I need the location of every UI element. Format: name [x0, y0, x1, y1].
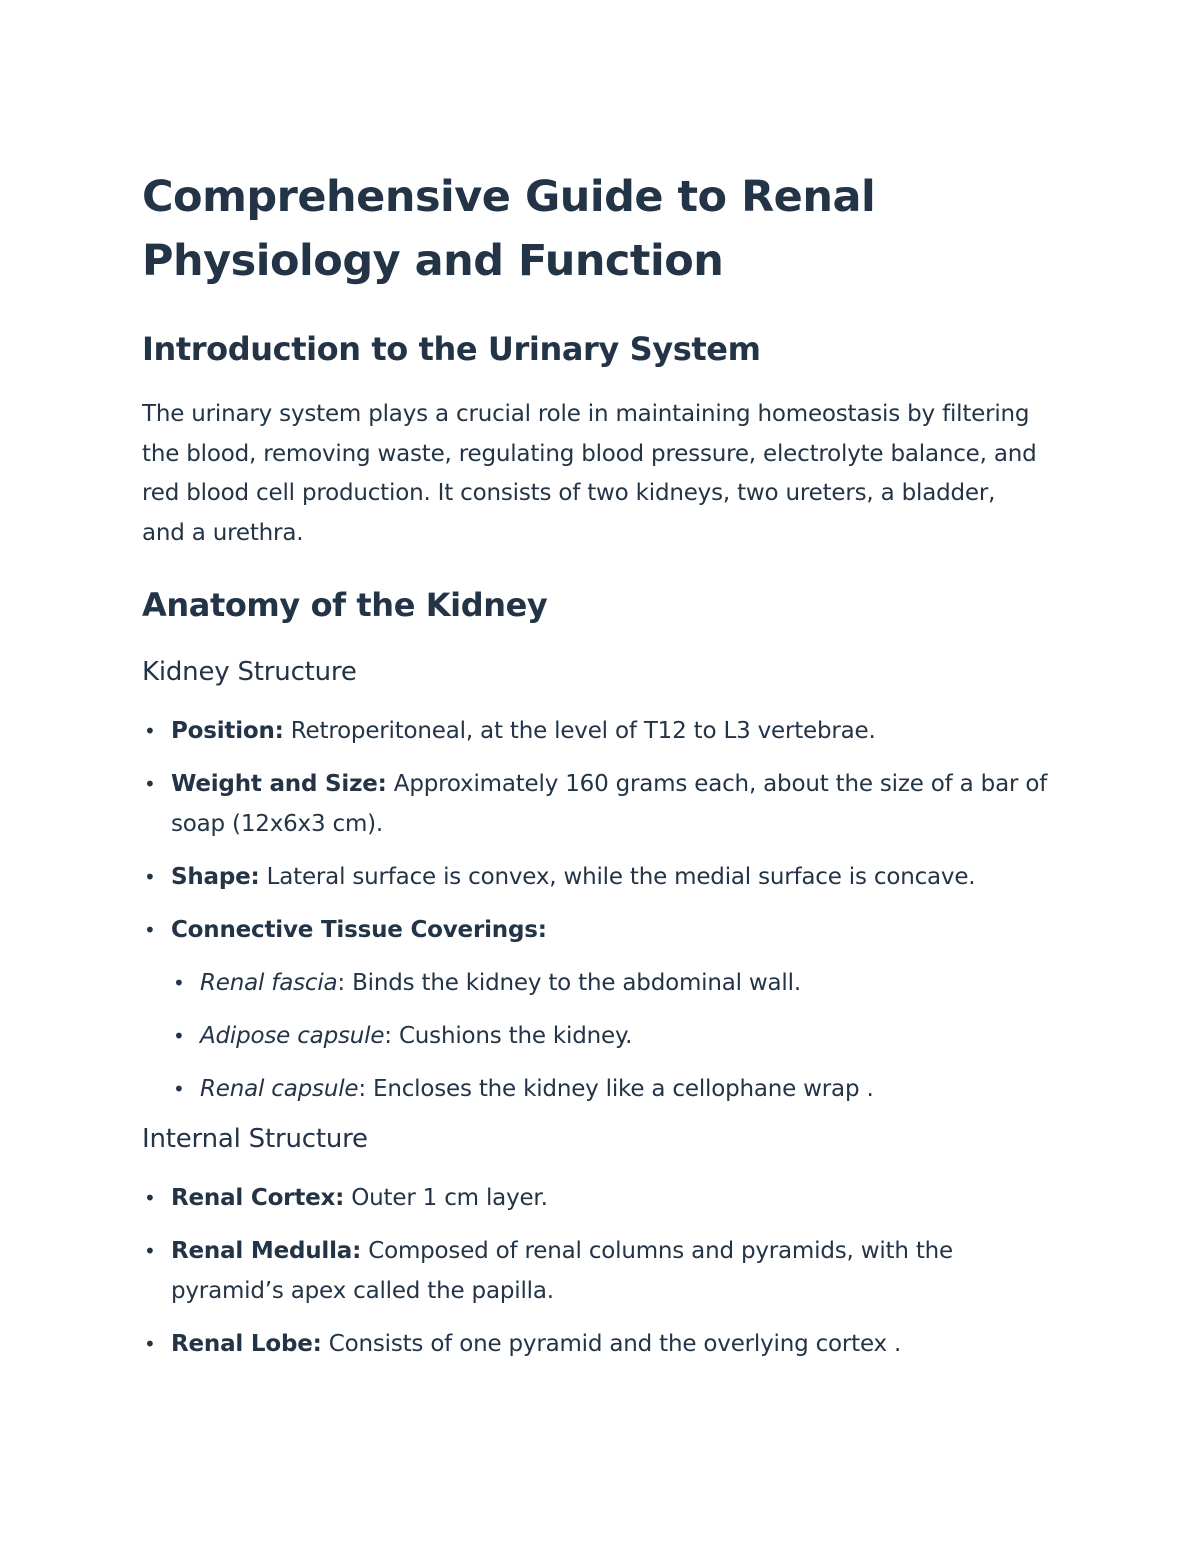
list-item-text: Composed of renal columns and pyramids, with the pyramid’s apex called the papilla. [171, 1238, 953, 1304]
bullet-icon: • [144, 1332, 156, 1356]
list-item [142, 1231, 1061, 1311]
list-item [142, 711, 1061, 751]
list-item-term: Renal fascia [200, 970, 338, 996]
list-item [171, 1069, 1061, 1109]
list-item-term: Shape: [171, 864, 260, 890]
list-item-term: Position: [171, 718, 284, 744]
bullet-icon: • [173, 971, 185, 995]
connective-tissue-list [171, 963, 1061, 1109]
kidney-structure-list [142, 711, 1060, 1109]
list-item-term: Connective Tissue Coverings: [171, 917, 547, 943]
bullet-icon: • [144, 1239, 156, 1263]
subheading-internal-structure: Internal Structure [142, 1124, 368, 1154]
list-item [142, 764, 1061, 844]
section-heading-anatomy: Anatomy of the Kidney [142, 586, 548, 624]
list-item-text: Lateral surface is convex, while the medial surface is concave. [259, 864, 976, 890]
page-title: Comprehensive Guide to Renal Physiology and Function [142, 172, 876, 286]
list-item [171, 963, 1061, 1003]
list-item [171, 1016, 1061, 1056]
list-item-term: Adipose capsule [200, 1023, 385, 1049]
list-item-text: : Encloses the kidney like a cellophane wrap . [358, 1076, 874, 1102]
bullet-icon: • [144, 719, 156, 743]
bullet-icon: • [173, 1024, 185, 1048]
list-item-text: Retroperitoneal, at the level of T12 to L3 vertebrae. [283, 718, 876, 744]
list-item-term: Renal Cortex: [171, 1185, 345, 1211]
list-item-term: Renal Medulla: [171, 1238, 362, 1264]
list-item-text: Approximately 160 grams each, about the size of a bar of soap (12x6x3 cm). [171, 771, 1048, 837]
list-item-text: : Cushions the kidney. [384, 1023, 633, 1049]
list-item-term: Renal capsule [200, 1076, 359, 1102]
subheading-kidney-structure: Kidney Structure [142, 657, 357, 687]
bullet-icon: • [144, 1186, 156, 1210]
list-item [142, 1178, 1061, 1218]
list-item [142, 857, 1061, 897]
internal-structure-list [142, 1178, 1060, 1364]
list-item-text: Outer 1 cm layer. [344, 1185, 548, 1211]
bullet-icon: • [144, 865, 156, 889]
list-item [142, 1324, 1061, 1364]
bullet-icon: • [144, 772, 156, 796]
intro-paragraph: The urinary system plays a crucial role in maintaining homeostasis by filtering the blood, removing waste, regulating blood pressure, electrolyte balance, and red blood cell production. It consists of two kidneys, two ureters, a bladder, and a urethra. [142, 401, 1037, 546]
list-item-term: Renal Lobe: [171, 1331, 322, 1357]
section-heading-intro: Introduction to the Urinary System [142, 330, 761, 368]
list-item-text: Consists of one pyramid and the overlying cortex . [321, 1331, 902, 1357]
bullet-icon: • [173, 1077, 185, 1101]
list-item-text: : Binds the kidney to the abdominal wall. [337, 970, 801, 996]
list-item [142, 910, 1061, 1109]
bullet-icon: • [144, 918, 156, 942]
list-item-term: Weight and Size: [171, 771, 387, 797]
